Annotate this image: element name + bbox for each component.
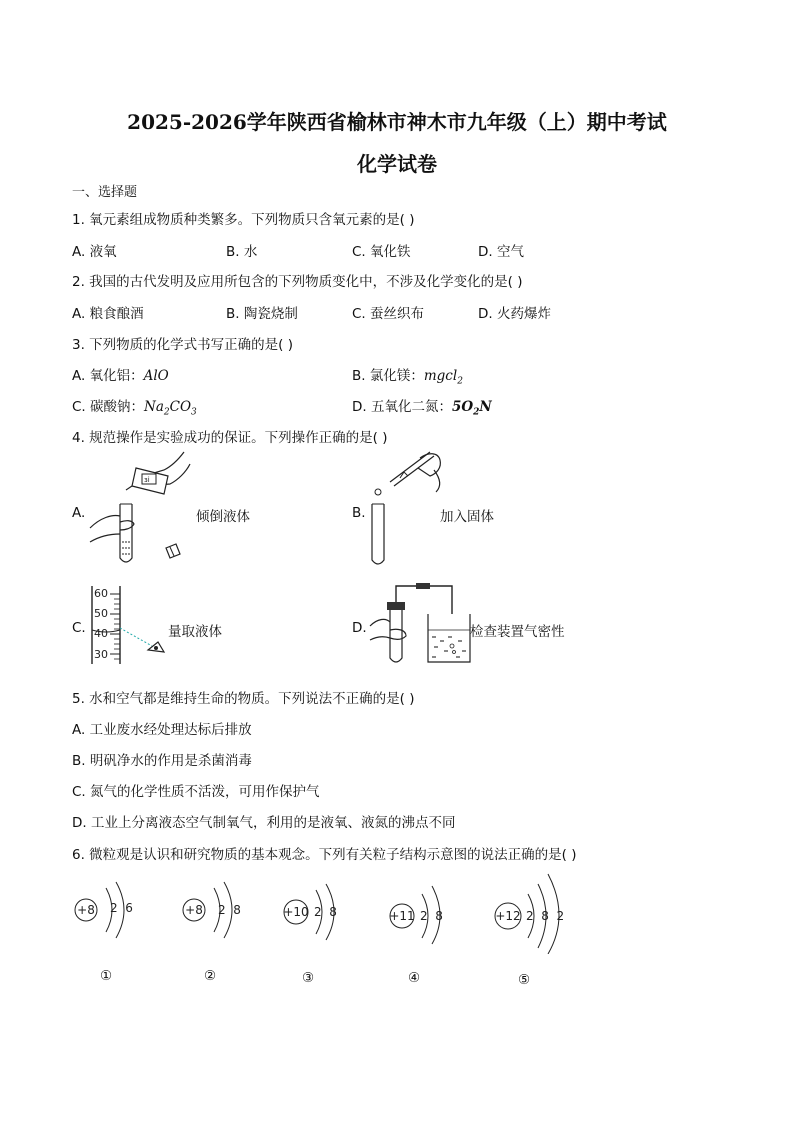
q4-option-c-caption: 量取液体	[168, 624, 222, 640]
q4-option-a-caption: 倾倒液体	[196, 509, 250, 525]
particle-2-shells: 2 8	[218, 903, 241, 917]
q1-option-d: D. 空气	[478, 244, 524, 260]
particle-3-nucleus: +10	[283, 905, 309, 919]
q3-option-d-subscript: 2	[473, 407, 480, 418]
q5-option-a: A. 工业废水经处理达标后排放	[72, 722, 252, 738]
particle-diagram-2	[180, 874, 250, 946]
q1-option-c: C. 氧化铁	[352, 244, 411, 260]
q5-option-c: C. 氮气的化学性质不活泼，可用作保护气	[72, 784, 320, 800]
q3-option-c-subscript1: 2	[163, 407, 170, 418]
particle-diagram-1	[72, 874, 142, 946]
q4-option-a-letter: A.	[72, 505, 86, 521]
q2-option-d: D. 火药爆炸	[478, 306, 551, 322]
cylinder-tick-40: 40	[94, 627, 108, 640]
particle-1-shells: 2 6	[110, 901, 133, 915]
q5-stem: 5. 水和空气都是维持生命的物质。下列说法不正确的是( )	[72, 691, 415, 707]
q3-option-c	[72, 395, 197, 418]
q2-option-c: C. 蚕丝织布	[352, 306, 425, 322]
q3-stem: 3. 下列物质的化学式书写正确的是( )	[72, 337, 293, 353]
particle-diagram-5	[490, 868, 576, 954]
q3-option-c-label: C. 碳酸钠：	[72, 399, 145, 415]
q4-option-d-letter: D.	[352, 620, 367, 636]
adding-solid-illustration	[360, 448, 450, 573]
particle-4-shells: 2 8	[420, 909, 443, 923]
cylinder-tick-50: 50	[94, 607, 108, 620]
cylinder-tick-30: 30	[94, 648, 108, 661]
particle-diagram-3	[280, 874, 352, 946]
particle-3-shells: 2 8	[314, 905, 337, 919]
q2-option-b: B. 陶瓷烧制	[226, 306, 298, 322]
q5-option-d: D. 工业上分离液态空气制氧气，利用的是液氧、液氮的沸点不同	[72, 815, 456, 831]
page-subtitle: 化学试卷	[357, 152, 437, 176]
cylinder-tick-60: 60	[94, 587, 108, 600]
q1-option-a: A. 液氧	[72, 244, 117, 260]
svg-text:ɜi: ɜi	[144, 476, 150, 484]
q4-option-b-caption: 加入固体	[440, 509, 494, 525]
q3-option-c-subscript2: 3	[191, 407, 197, 418]
q3-option-b-subscript: 2	[457, 376, 463, 387]
q4-option-d-caption: 检查装置气密性	[470, 624, 565, 640]
q3-option-c-formula-part1: Na	[144, 399, 164, 415]
q3-option-d-label: D. 五氧化二氮：	[352, 399, 452, 415]
particle-3-label: ③	[302, 970, 315, 986]
q3-option-d-formula-part1: 5O	[451, 399, 474, 415]
q5-option-b: B. 明矾净水的作用是杀菌消毒	[72, 753, 252, 769]
q2-option-a: A. 粮食酿酒	[72, 306, 144, 322]
graduated-cylinder-illustration	[86, 584, 170, 668]
particle-2-label: ②	[204, 968, 217, 984]
q3-option-a-formula: AlO	[143, 368, 169, 384]
particle-5-nucleus: +12	[495, 909, 521, 923]
particle-5-label: ⑤	[518, 972, 531, 988]
q3-option-b-formula: mgcl	[423, 368, 458, 384]
q3-option-d-formula-part2: N	[479, 399, 492, 415]
particle-diagram-4	[386, 876, 458, 948]
section-heading: 一、选择题	[72, 185, 138, 200]
q3-option-a-label: A. 氧化铝：	[72, 368, 144, 384]
q6-stem: 6. 微粒观是认识和研究物质的基本观念。下列有关粒子结构示意图的说法正确的是( )	[72, 847, 577, 863]
q3-option-d	[352, 395, 492, 418]
q1-stem: 1. 氧元素组成物质种类繁多。下列物质只含氧元素的是( )	[72, 212, 415, 228]
q3-option-b-label: B. 氯化镁：	[352, 368, 424, 384]
q4-stem: 4. 规范操作是实验成功的保证。下列操作正确的是( )	[72, 430, 388, 446]
q3-option-b	[352, 364, 463, 387]
q4-option-b-letter: B.	[352, 505, 366, 521]
particle-4-nucleus: +11	[389, 909, 415, 923]
particle-1-label: ①	[100, 968, 113, 984]
q4-option-c-letter: C.	[72, 620, 86, 636]
pouring-liquid-illustration	[86, 450, 196, 575]
particle-2-nucleus: +8	[185, 903, 203, 917]
q1-option-b: B. 水	[226, 244, 258, 260]
airtightness-check-illustration	[368, 580, 473, 670]
particle-1-nucleus: +8	[77, 903, 95, 917]
q3-option-c-formula-part2: CO	[169, 399, 192, 415]
q2-stem: 2. 我国的古代发明及应用所包含的下列物质变化中，不涉及化学变化的是( )	[72, 274, 523, 290]
particle-4-label: ④	[408, 970, 421, 986]
q3-option-a	[72, 364, 169, 384]
particle-5-shells: 2 8 2	[526, 909, 565, 923]
rubber-stopper	[387, 602, 405, 610]
page-title: 2025-2026学年陕西省榆林市神木市九年级（上）期中考试	[127, 110, 667, 134]
